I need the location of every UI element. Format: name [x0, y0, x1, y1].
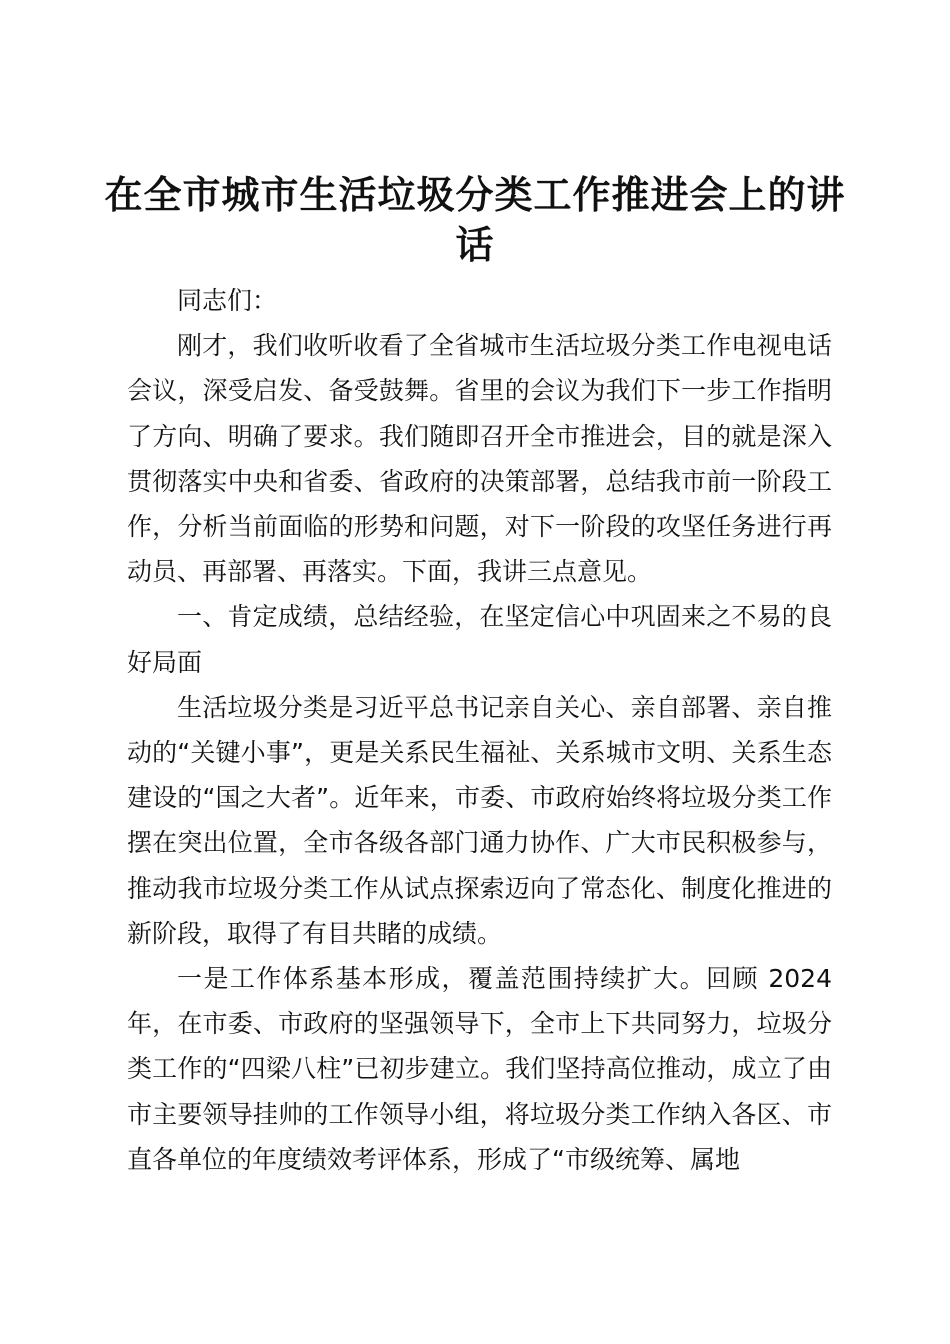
section-heading-1: 一、肯定成绩，总结经验，在坚定信心中巩固来之不易的良好局面 — [127, 602, 832, 677]
paragraph-section1-overview: 生活垃圾分类是习近平总书记亲自关心、亲自部署、亲自推动的“关键小事”，更是关系民生福祉、关系城市文明、关系生态建设的“国之大者”。近年来，市委、市政府始终将垃圾分类工作摆在突出位置，全市各级各部门通力协作、广大市民积极参与，推动我市垃圾分类工作从试点探索迈向了常态化、制度化推进的新阶段，取得了有目共睹的成绩。 — [127, 692, 832, 948]
paragraph-section1-point1: 一是工作体系基本形成，覆盖范围持续扩大。回顾 2024 年，在市委、市政府的坚强领导下，全市上下共同努力，垃圾分类工作的“四梁八柱”已初步建立。我们坚持高位推动，成立了由市主要领导挂帅的工作领导小组，将垃圾分类工作纳入各区、市直各单位的年度绩效考评体系，形成了“市级统筹、属地 — [127, 964, 832, 1174]
salutation: 同志们： — [177, 286, 278, 315]
document-title: 在全市城市生活垃圾分类工作推进会上的讲话 — [104, 173, 846, 267]
paragraph-intro: 刚才，我们收听收看了全省城市生活垃圾分类工作电视电话会议，深受启发、备受鼓舞。省里的会议为我们下一步工作指明了方向、明确了要求。我们随即召开全市推进会，目的就是深入贯彻落实中央和省委、省政府的决策部署，总结我市前一阶段工作，分析当前面临的形势和问题，对下一阶段的攻坚任务进行再动员、再部署、再落实。下面，我讲三点意见。 — [127, 331, 832, 587]
document-body — [127, 278, 832, 1182]
